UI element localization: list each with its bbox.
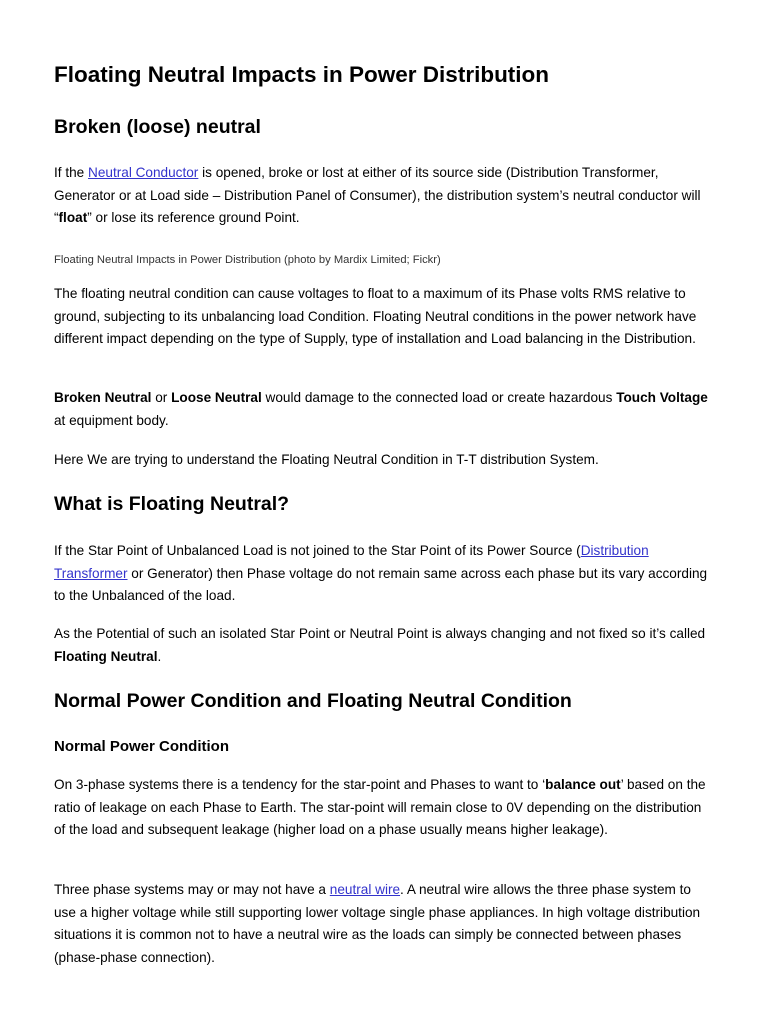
text: would damage to the connected load or create hazardous: [261, 390, 617, 405]
paragraph-three-phase-balance: [54, 774, 716, 842]
section-heading-normal-and-floating: Normal Power Condition and Floating Neutral Condition: [54, 690, 572, 712]
text: If the Star Point of Unbalanced Load is not joined to the Star Point of its Power Source (: [54, 543, 581, 558]
text: On 3-phase systems there is a tendency for the star-point and Phases to want to ‘: [54, 777, 546, 792]
photo-caption: Floating Neutral Impacts in Power Distribution (photo by Mardix Limited; Fickr): [54, 254, 441, 266]
bold-text: balance out: [545, 777, 621, 792]
text: or: [151, 390, 172, 405]
bold-text: float: [58, 210, 88, 226]
text: As the Potential of such an isolated Star Point or Neutral Point is always changing and not fixed so it’s called: [54, 626, 706, 641]
subheading-normal-power-condition: Normal Power Condition: [54, 738, 230, 755]
page-title: Floating Neutral Impacts in Power Distribution: [54, 62, 550, 87]
paragraph-neutral-wire: [54, 879, 716, 969]
neutral-wire-link[interactable]: neutral wire: [329, 882, 401, 897]
neutral-conductor-link[interactable]: Neutral Conductor: [88, 165, 199, 180]
paragraph-broken-loose-neutral: [54, 387, 716, 432]
text: Three phase systems may or may not have a: [54, 882, 330, 897]
paragraph-star-point: [54, 540, 716, 608]
text: ’ based on the ratio of leakage on each Phase to Earth. The star-point will remain close to 0V depending on the distribution of the load and subsequent leakage (higher load on a phase usually means higher leakage).: [54, 777, 706, 838]
text: If the: [54, 165, 89, 180]
bold-text: Loose Neutral: [171, 390, 262, 405]
bold-text: Broken Neutral: [54, 390, 152, 405]
text: or Generator) then Phase voltage do not remain same across each phase but its vary according to the Unbalanced of the load.: [54, 565, 708, 604]
section-heading-what-is-floating-neutral: What is Floating Neutral?: [54, 493, 290, 515]
bold-text: Touch Voltage: [616, 390, 708, 405]
paragraph-isolated-star-point: [54, 623, 716, 668]
text: . A neutral wire allows the three phase system to use a higher voltage while still supporting lower voltage single phase appliances. In high voltage distribution situations it is common not to have a neutral wire as the loads can simply be connected between phases (phase-phase connection).: [54, 882, 701, 965]
text: is opened, broke or lost at either of its source side (Distribution Transformer, Generator or at Load side – Distribution Panel of Consumer), the distribution system’s neutral conductor will “: [54, 165, 701, 226]
paragraph-tt-system: Here We are trying to understand the Floating Neutral Condition in T-T distribution System.: [54, 452, 599, 467]
text: at equipment body.: [54, 412, 169, 428]
paragraph-neutral-conductor: [54, 162, 716, 230]
section-heading-broken-neutral: Broken (loose) neutral: [54, 116, 261, 138]
paragraph-floating-condition: The floating neutral condition can cause voltages to float to a maximum of its Phase volts RMS relative to ground, subjecting to its unbalancing load Condition. Floating Neutral conditions in the power network have different impact depending on the type of Supply, type of installation and Load balancing in the Distribution.: [54, 286, 697, 347]
bold-text: Floating Neutral: [54, 648, 158, 664]
distribution-transformer-link[interactable]: Distribution Transformer: [54, 543, 649, 581]
text: ” or lose its reference ground Point.: [87, 210, 300, 226]
text: .: [157, 648, 162, 664]
